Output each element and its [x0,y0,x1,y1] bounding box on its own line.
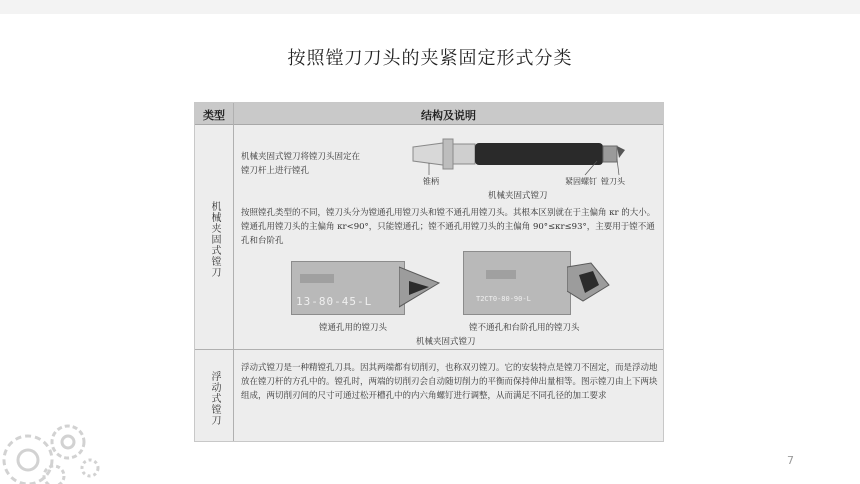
row2-description: 浮动式镗刀是一种精镗孔刀具。因其两端都有切削刃，也称双刃镗刀。它的安装特点是镗刀不固定，而是浮动地放在镗刀杆的方孔中的。镗孔时，两端的切削刃会自动随切削力的平衡而保持伸出量相等。图示镗刀由上下两块组成，两切削刃间的尺寸可通过松开槽孔中的内六角螺钉进行调整，从而满足不同孔径的加工要求 [241,363,658,401]
row1-type: 机械夹固式镗刀 [209,201,220,278]
leader-head [617,159,619,175]
column-divider [233,103,234,441]
top-strip [0,0,860,14]
taper-shank [413,143,443,165]
gear-tiny [82,460,98,476]
bottom-caption: 机械夹固式镗刀 [416,337,476,347]
row1-description: 按照镗孔类型的不同，镗刀头分为镗通孔用镗刀头和镗不通孔用镗刀头。其根本区别就在于主偏角 κr 的大小。镗通孔用镗刀头的主偏角 κr<90°，只能镗通孔；镗不通孔用镗刀头的主偏角 90°≤κr≤93°，主要用于镗不通孔和台阶孔 [241,208,656,246]
tool-body [291,261,405,315]
triangle-insert [399,265,441,309]
tool-body [463,251,571,315]
bar-body [475,143,603,165]
label-taper-shank: 锥柄 [423,177,439,186]
diamond-insert [567,261,611,305]
row1-intro: 机械夹固式镗刀将镗刀头固定在镗刀杆上进行镗孔 [241,152,361,176]
gear-large-hub [18,450,38,470]
blind-hole-caption: 镗不通孔和台阶孔用的镗刀头 [469,323,580,333]
row2-type: 浮动式镗刀 [209,371,220,426]
logo-mark [300,274,334,283]
figure-caption: 机械夹固式镗刀 [488,191,548,201]
left-marking: 13-80-45-L [296,295,373,308]
label-cutter-head: 镗刀头 [601,177,625,186]
header-structure: 结构及说明 [421,109,476,122]
label-clamp-screw: 紧固螺钉 [565,177,597,186]
collar [453,144,475,164]
insert-tip [617,146,625,158]
right-marking: T2CT0-80-90-L [476,295,531,303]
through-hole-caption: 镗通孔用的镗刀头 [319,323,388,333]
table-header [195,103,663,125]
slide-title: 按照镗刀刀头的夹紧固定形式分类 [287,48,573,69]
row-divider [195,349,663,350]
blind-hole-cutter-photo [463,251,613,315]
through-hole-cutter-photo [291,261,441,313]
classification-table [194,102,664,442]
page-number: 7 [787,454,794,467]
logo-mark [486,270,516,279]
header-type: 类型 [203,109,225,122]
bar-tip [603,146,617,162]
gear-medium [52,426,84,458]
gear-medium-hub [62,436,74,448]
flange [443,139,453,169]
gears-decoration [0,398,110,484]
